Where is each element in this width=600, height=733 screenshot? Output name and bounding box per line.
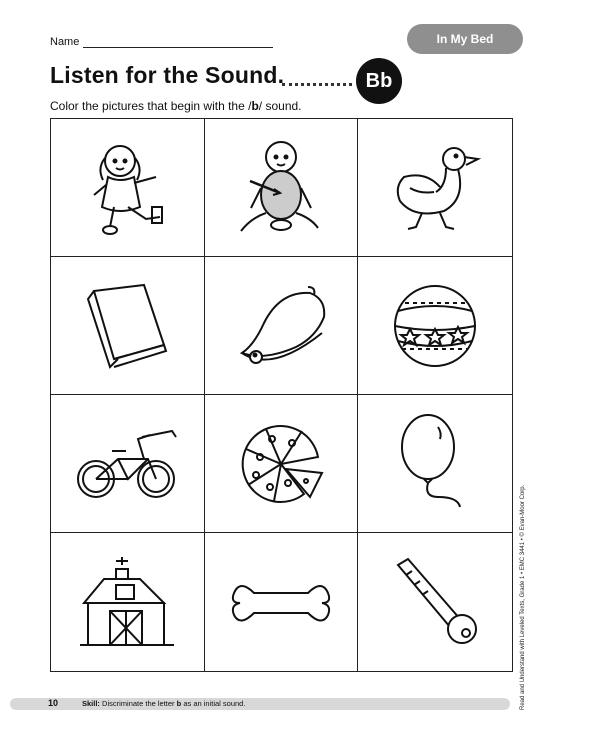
instruction [50,99,302,113]
skill-note [82,699,245,708]
bone-icon [226,547,336,657]
skill-text-before: Discriminate the letter [102,699,177,708]
page-number: 10 [48,698,59,708]
ball-icon [380,271,490,381]
balloon-icon [380,409,490,519]
bicycle-icon [72,409,182,519]
title-dots [282,83,352,86]
name-row [50,36,273,48]
instruction-text-after: / sound. [258,99,302,113]
bell-icon [226,271,336,381]
theme-badge [407,24,523,54]
theme-label: In My Bed [436,32,494,46]
pizza-icon [226,409,336,519]
picture-cell[interactable] [205,395,359,533]
picture-cell[interactable] [358,395,512,533]
picture-cell[interactable] [51,119,205,257]
instruction-text-before: Color the pictures that begin with the / [50,99,252,113]
skill-label: Skill: [82,699,100,708]
picture-cell[interactable] [205,119,359,257]
picture-cell[interactable] [358,119,512,257]
duck-icon [380,133,490,243]
picture-cell[interactable] [205,533,359,671]
credit-line: Read and Understand with Leveled Texts, Grade 1 • EMC 3441 • © Evan-Moor Corp. [520,484,526,710]
name-label: Name [50,36,80,48]
key-icon [380,547,490,657]
letter-badge [356,58,402,104]
picture-cell[interactable] [205,257,359,395]
letter-badge-text: Bb [365,69,393,92]
skill-text-after: as an initial sound. [181,699,246,708]
name-field[interactable] [83,37,273,48]
picture-cell[interactable] [358,257,512,395]
barn-icon [72,547,182,657]
picture-cell[interactable] [51,395,205,533]
picture-cell[interactable] [51,257,205,395]
baby-icon [226,133,336,243]
picture-grid [50,118,513,672]
picture-cell[interactable] [358,533,512,671]
instruction-letter: b [251,99,259,113]
picture-cell[interactable] [51,533,205,671]
skill-letter: b [176,699,182,708]
book-icon [72,271,182,381]
page-title: Listen for the Sound. [50,62,285,88]
girl-doll-icon [72,133,182,243]
